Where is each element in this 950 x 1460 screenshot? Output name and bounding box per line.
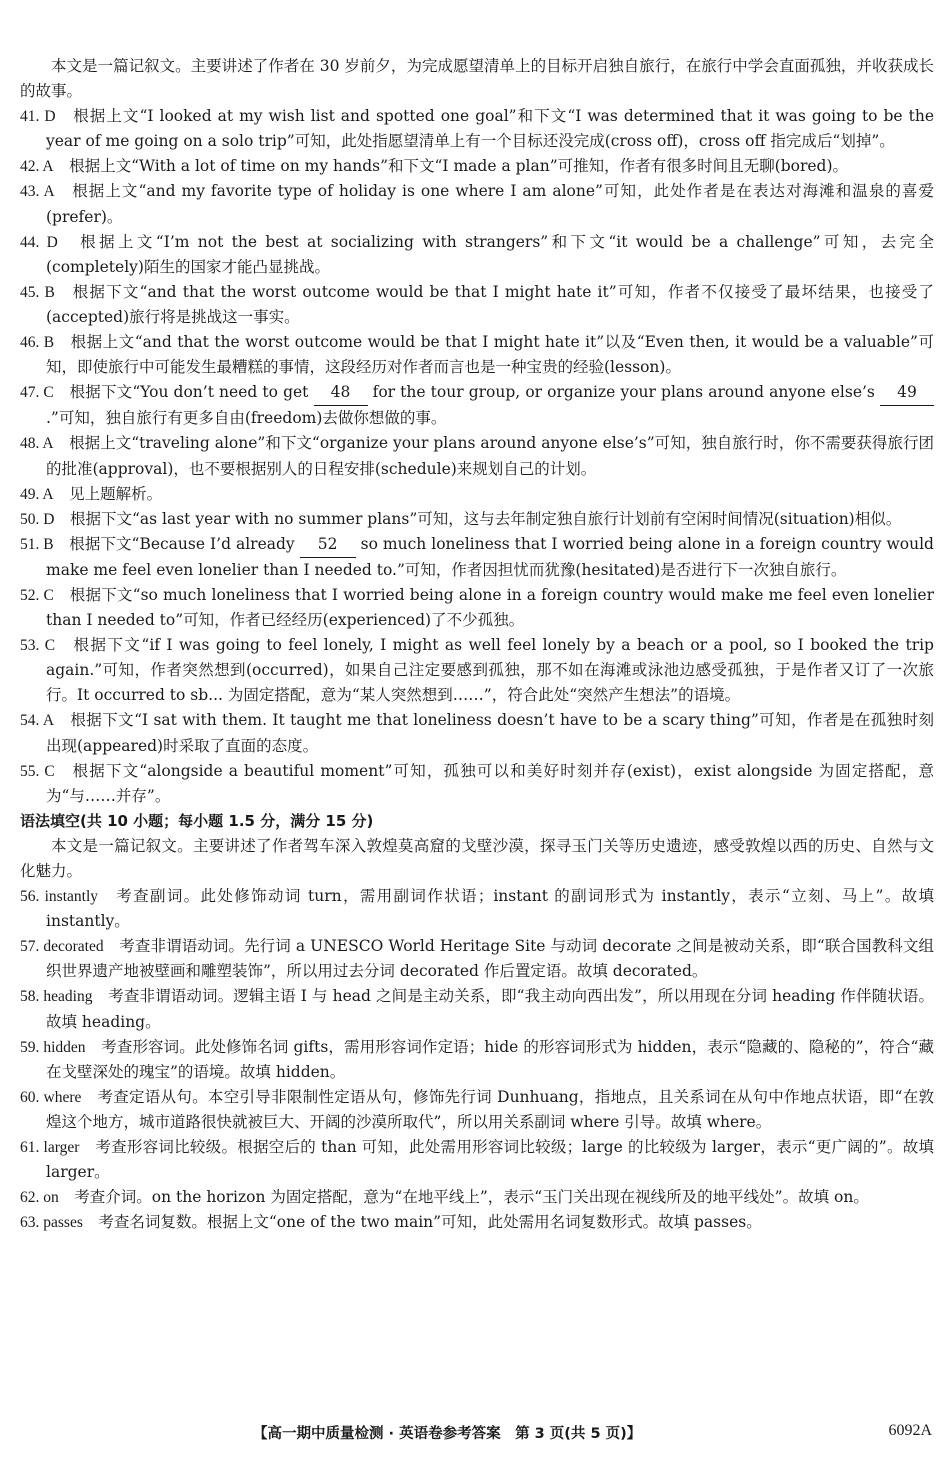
- answer-item: [20, 154, 934, 179]
- blank-52: 52: [300, 532, 356, 558]
- answer-explanation: 根据上文“and that the worst outcome would be that I might hate it”以及“Even then, it would be a valuable”可知，即使旅行中可能发生最糟糕的事情，这段经历对作者而言也是一种宝贵的经验(lesson)。: [46, 333, 934, 377]
- answer-item: [20, 230, 934, 280]
- answer-text-part: so much loneliness that I worried being alone in a foreign country would make me feel even lonelier than I needed to.”可知，作者因担忧而犹豫(hesitated)是否进行下一次独自旅行。: [46, 534, 934, 579]
- answer-text-part: 根据下文“You don’t need to get: [69, 383, 314, 402]
- answer-item: [20, 104, 934, 154]
- answer-explanation: 考查定语从句。本空引导非限制性定语从句，修饰先行词 Dunhuang，指地点，且关系词在从句中作地点状语，即“在敦煌这个地方，城市道路很快就被巨大、开阔的沙漠所取代”，所以用关系副词 where 引导。故填 where。: [46, 1087, 934, 1131]
- answer-number: 63. passes: [20, 1214, 83, 1232]
- answer-item: [20, 179, 934, 229]
- answer-text-part: .”可知，独自旅行有更多自由(freedom)去做你想做的事。: [46, 409, 447, 428]
- blank-48: 48: [314, 380, 368, 406]
- answer-item: [20, 482, 934, 507]
- page-footer: [0, 1422, 950, 1446]
- answer-number: 51. B: [20, 535, 54, 553]
- answer-number: 52. C: [20, 586, 54, 604]
- answer-number: 61. larger: [20, 1139, 80, 1157]
- answer-item: [20, 583, 934, 633]
- answer-number: 49. A: [20, 485, 54, 503]
- answer-number: 59. hidden: [20, 1038, 86, 1056]
- answer-item-47: [20, 380, 934, 431]
- answer-explanation: 考查非谓语动词。逻辑主语 I 与 head 之间是主动关系，即“我主动向西出发”，所以用现在分词 heading 作伴随状语。故填 heading。: [46, 987, 934, 1031]
- answer-key-page: [20, 54, 934, 1235]
- answer-item: [20, 1185, 934, 1210]
- passage-summary-2: 本文是一篇记叙文。主要讲述了作者驾车深入敦煌莫高窟的戈壁沙漠，探寻玉门关等历史遗迹，感受敦煌以西的历史、自然与文化魅力。: [20, 836, 934, 880]
- answer-item: [20, 431, 934, 481]
- answer-list-1: [20, 104, 934, 380]
- answer-number: 53. C: [20, 637, 56, 655]
- answer-number: 45. B: [20, 283, 55, 301]
- answer-number: 43. A: [20, 183, 55, 201]
- answer-item: [20, 934, 934, 984]
- answer-explanation: 根据上文“and my favorite type of holiday is one where I am alone”可知，此处作者是在表达对海滩和温泉的喜爱(prefer)。: [46, 182, 934, 226]
- answer-item: [20, 984, 934, 1034]
- answer-explanation: 根据下文“as last year with no summer plans”可知，这与去年制定独自旅行计划前有空闲时间情况(situation)相似。: [69, 509, 902, 528]
- footer-code: 6092A: [888, 1422, 932, 1439]
- answer-explanation: 根据上文“With a lot of time on my hands”和下文“I made a plan”可推知，作者有很多时间且无聊(bored)。: [69, 157, 848, 176]
- answer-item: [20, 507, 934, 532]
- footer-title: 【高一期中质量检测 · 英语卷参考答案 第 3 页(共 5 页)】: [253, 1426, 642, 1442]
- answer-number: 42. A: [20, 158, 54, 176]
- answer-item: [20, 1035, 934, 1085]
- answer-number: 62. on: [20, 1189, 59, 1207]
- answer-number: 58. heading: [20, 988, 93, 1006]
- answer-explanation: 考查非谓语动词。先行词 a UNESCO World Heritage Site 与动词 decorate 之间是被动关系，即“联合国教科文组织世界遗产地被壁画和雕塑装饰”，所以用过去分词 decorated 作后置定语。故填 decorated。: [46, 937, 934, 981]
- answer-item: [20, 759, 934, 809]
- answer-number: 54. A: [20, 712, 55, 730]
- answer-number: 57. decorated: [20, 938, 104, 956]
- answer-explanation: 见上题解析。: [69, 484, 163, 503]
- answer-explanation: 考查名词复数。根据上文“one of the two main”可知，此处需用名词复数形式。故填 passes。: [98, 1213, 762, 1232]
- answer-explanation: 考查副词。此处修饰动词 turn，需用副词作状语；instant 的副词形式为 instantly，表示“立刻、马上”。故填 instantly。: [46, 887, 934, 931]
- answer-explanation: 根据上文“I’m not the best at socializing with strangers”和下文“it would be a challenge”可知，去完全(completely)陌生的国家才能凸显挑战。: [46, 232, 934, 276]
- answer-item: [20, 633, 934, 708]
- answer-number: 44. D: [20, 233, 58, 251]
- answer-text-part: 根据下文“Because I’d already: [69, 534, 300, 553]
- answer-item: [20, 1210, 934, 1235]
- answer-number: 55. C: [20, 762, 55, 780]
- answer-list-2: [20, 431, 934, 531]
- answer-explanation: 根据下文“so much loneliness that I worried being alone in a foreign country would make me feel even lonelier than I needed to”可知，作者已经经历(experienced)了不少孤独。: [46, 585, 934, 630]
- answer-number: 46. B: [20, 334, 55, 352]
- answer-explanation: 根据下文“if I was going to feel lonely, I might as well feel lonely by a beach or a pool, so I booked the trip again.”可知，作者突然想到(occurred)，如果自己注定要感到孤独，那不如在海滩或泳池边感受孤独，于是作者又订了一次旅行。It occurred to sb... 为固定搭配，意为“某人突然想到……”，符合此处“突然产生想法”的语境。: [46, 636, 934, 705]
- answer-list-3: [20, 583, 934, 809]
- answer-explanation: 根据下文“and that the worst outcome would be that I might hate it”可知，作者不仅接受了最坏结果，也接受了(accepted)旅行将是挑战这一事实。: [46, 282, 934, 326]
- answer-item: [20, 1135, 934, 1185]
- answer-text-part: for the tour group, or organize your plans around anyone else’s: [367, 383, 880, 402]
- answer-item: [20, 330, 934, 380]
- answer-explanation: 考查介词。on the horizon 为固定搭配，意为“在地平线上”，表示“玉门关出现在视线所及的地平线处”。故填 on。: [74, 1188, 869, 1207]
- answer-item: [20, 884, 934, 934]
- answer-explanation: 根据上文“I looked at my wish list and spotted one goal”和下文“I was determined that it was going to be the year of me going on a solo trip”可知，此处指愿望清单上有一个目标还没完成(cross off)，cross off 指完成后“划掉”。: [46, 107, 934, 151]
- answer-explanation: 考查形容词。此处修饰名词 gifts，需用形容词作定语；hide 的形容词形式为 hidden，表示“隐藏的、隐秘的”，符合“藏在戈壁深处的瑰宝”的语境。故填 hidden。: [46, 1037, 934, 1081]
- answer-number: 48. A: [20, 435, 54, 453]
- answer-explanation: 考查形容词比较级。根据空后的 than 可知，此处需用形容词比较级；large 的比较级为 larger，表示“更广阔的”。故填 larger。: [46, 1138, 934, 1182]
- answer-item: [20, 280, 934, 330]
- section-heading-grammar: 语法填空(共 10 小题；每小题 1.5 分，满分 15 分): [20, 811, 374, 830]
- answer-explanation: 根据下文“I sat with them. It taught me that loneliness doesn’t have to be a scary thing”可知，作者是在孤独时刻出现(appeared)时采取了直面的态度。: [46, 711, 934, 755]
- answer-number: 56. instantly: [20, 888, 98, 906]
- answer-number: 47. C: [20, 384, 54, 402]
- answer-explanation: 根据上文“traveling alone”和下文“organize your plans around anyone else’s”可知，独自旅行时，你不需要获得旅行团的批准(approval)，也不要根据别人的日程安排(schedule)来规划自己的计划。: [46, 434, 934, 478]
- passage-summary-1: 本文是一篇记叙文。主要讲述了作者在 30 岁前夕，为完成愿望清单上的目标开启独自旅行，在旅行中学会直面孤独，并收获成长的故事。: [20, 57, 934, 101]
- answer-item: [20, 1085, 934, 1135]
- answer-explanation: 根据下文“alongside a beautiful moment”可知，孤独可以和美好时刻并存(exist)，exist alongside 为固定搭配，意为“与……并存”。: [46, 761, 935, 805]
- answer-item-51: [20, 532, 934, 583]
- answer-number: 41. D: [20, 108, 56, 126]
- answer-number: 60. where: [20, 1088, 82, 1106]
- answer-number: 50. D: [20, 510, 55, 528]
- answer-list-4: [20, 884, 934, 1235]
- blank-49: 49: [880, 380, 934, 406]
- answer-item: [20, 708, 934, 758]
